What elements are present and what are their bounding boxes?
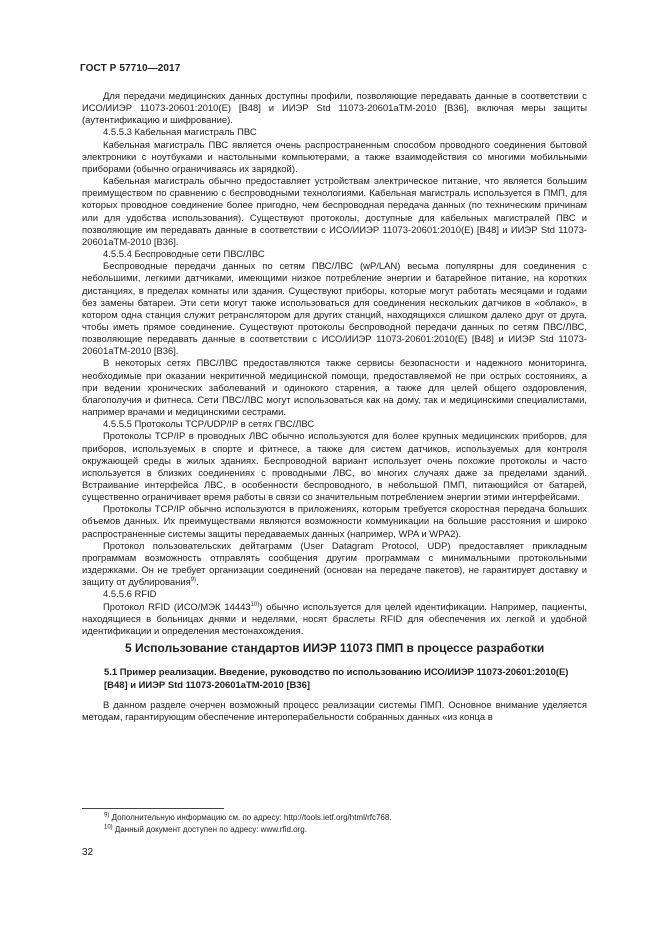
- footnote: $^{10)}$ Данный документ доступен по адресу: www.rfid.org.: [104, 824, 307, 834]
- subsection-heading: 4.5.5.4 Беспроводные сети ПВС/ЛВС: [103, 249, 265, 261]
- paragraph: Беспроводные передачи данных по сетям ПВС/ЛВС (wP/LAN) весьма популярны для соединения с небольшими, легкими датчиками, имеющими низкое потребление энергии и батарейное питание, на коротких дистанциях, в пределах комнаты или здания. Существуют приборы, которые могут работать месяцами и годами без замены батареи. Эти сети могут также использоваться для соединения нескольких датчиков в «облако», в котором одна станция служит ретранслятором для других станций, находящихся слишком далеко друг от друга, чтобы иметь прямое соединение. Существуют протоколы беспроводной передачи данных по сетям ПВС/ЛВС, позволяющие передавать данные в соответствии с ИСО/ИИЭР 11073-20601:2010(E) [B48] и ИИЭР Std 11073-20601aTM-2010 [B36].: [82, 261, 587, 358]
- paragraph: Протоколы TCP/IP в проводных ЛВС обычно используются для более крупных медицинских приборов, для приборов, используемых в спорте и фитнесе, а также для систем датчиков, используемых для контроля окружающей среды в жилых зданиях. Беспроводной вариант использует очень похожие протоколы и часто используется в близких соединениях с проводными ЛВС, во многих случаях даже за пределами зданий. Встраивание интерфейса ЛВС, в особенности беспроводного, в небольшой ПМП, питающийся от батарей, существенно ограничивает время работы в связи со значительным потреблением энергии этими интерфейсами.: [82, 431, 587, 504]
- intro-paragraph: В данном разделе очерчен возможный процесс реализации системы ПМП. Основное внимание уделяется методам, гарантирующим обеспечение интероперабельности собранных данных «из конца в: [82, 700, 587, 724]
- section-5-intro: [82, 700, 587, 724]
- page-number: 32: [82, 847, 94, 858]
- footnotes: [104, 812, 584, 836]
- document-header: ГОСТ Р 57710—2017: [80, 63, 181, 74]
- paragraph: Протоколы TCP/IP обычно используются в приложениях, которым требуется скоростная передача больших объемов данных. Их преимуществами являются возможности коммуникации на большие расстояния и широко распространенные системы защиты передаваемых данных (например, WPA и WPA2).: [82, 504, 587, 540]
- paragraph: Протокол RFID (ИСО/МЭК 14443$^{10)}$) обычно используется для целей идентификации. Например, пациенты, находящиеся в больницах днями и неделями, носят браслеты RFID для обеспечения их легкой и удобной идентификации и определения местонахождения.: [82, 601, 587, 637]
- footnote-separator: [82, 808, 224, 809]
- paragraph: Протокол пользовательских дейтаграмм (User Datagram Protocol, UDP) предоставляет прикладным программам возможность отправлять сообщения другим программам с минимальными протокольными издержками. Он не требует организации соединений (основан на передаче пакетов), не гарантирует доставку и защиту от дублирования$^{9)}$.: [82, 540, 587, 589]
- footnote-ref: 10): [250, 601, 260, 608]
- paragraph: Кабельная магистраль ПВС является очень распространенным способом проводного соединения бытовой электроники с ноутбуками и настольными компьютерами, а также взаимодействия со многими мобильными приборами (обычно ограничиваясь их зарядкой).: [82, 139, 587, 175]
- subsection-heading: 4.5.5.6 RFID: [103, 589, 157, 601]
- paragraph: Для передачи медицинских данных доступны профили, позволяющие передавать данные в соответствии с ИСО/ИИЭР 11073-20601:2010(E) [B48] и ИИЭР Std 11073-20601aTM-2010 [B36], включая меры защиты (аутентификацию и шифрование).: [82, 91, 587, 127]
- paragraph: Кабельная магистраль обычно предоставляет устройствам электрическое питание, что является большим преимуществом по сравнению с беспроводными технологиями. Кабельная магистраль используется в ПМП, для которых проводное соединение более пригодно, чем беспроводная передача данных (по техническим причинам или для удобства использования). Существуют протоколы, доступные для кабельных магистралей ПВС и позволяющие им передавать данные в соответствии с ИСО/ИИЭР 11073-20601:2010(E) [B48] и ИИЭР Std 11073-20601aTM-2010 [B36].: [82, 176, 587, 248]
- subsection-heading: 4.5.5.5 Протоколы TCP/UDP/IP в сетях ГВС/ЛВС: [103, 419, 315, 431]
- footnote: $^{9)}$ Дополнительную информацию см. по адресу: http://tools.ietf.org/html/rfc768.: [104, 812, 392, 822]
- subsection-heading: 4.5.5.3 Кабельная магистраль ПВС: [103, 127, 257, 139]
- section-5-1-heading: 5.1 Пример реализации. Введение, руководство по использованию ИСО/ИИЭР 11073-20601:2010(E) [B48] и ИИЭР Std 11073-20601aTM-2010 [B36]: [104, 667, 569, 691]
- section-5-heading: 5 Использование стандартов ИИЭР 11073 ПМП в процессе разработки: [125, 641, 545, 655]
- footnote-ref: 9): [190, 577, 197, 584]
- body-text: [82, 91, 587, 638]
- paragraph: В некоторых сетях ПВС/ЛВС предоставляются также сервисы безопасности и надежного мониторинга, необходимые при оказании некритичной медицинской помощи, предоставляемой не при острых состояниях, а при ведении хронических заболеваний и одинокого старения, а также для целей общего оздоровления, благополучия и фитнеса. Сети ПВС/ЛВС могут использоваться как на дому, так и медицинскими специалистами, например врачами и медицинскими сестрами.: [82, 358, 587, 419]
